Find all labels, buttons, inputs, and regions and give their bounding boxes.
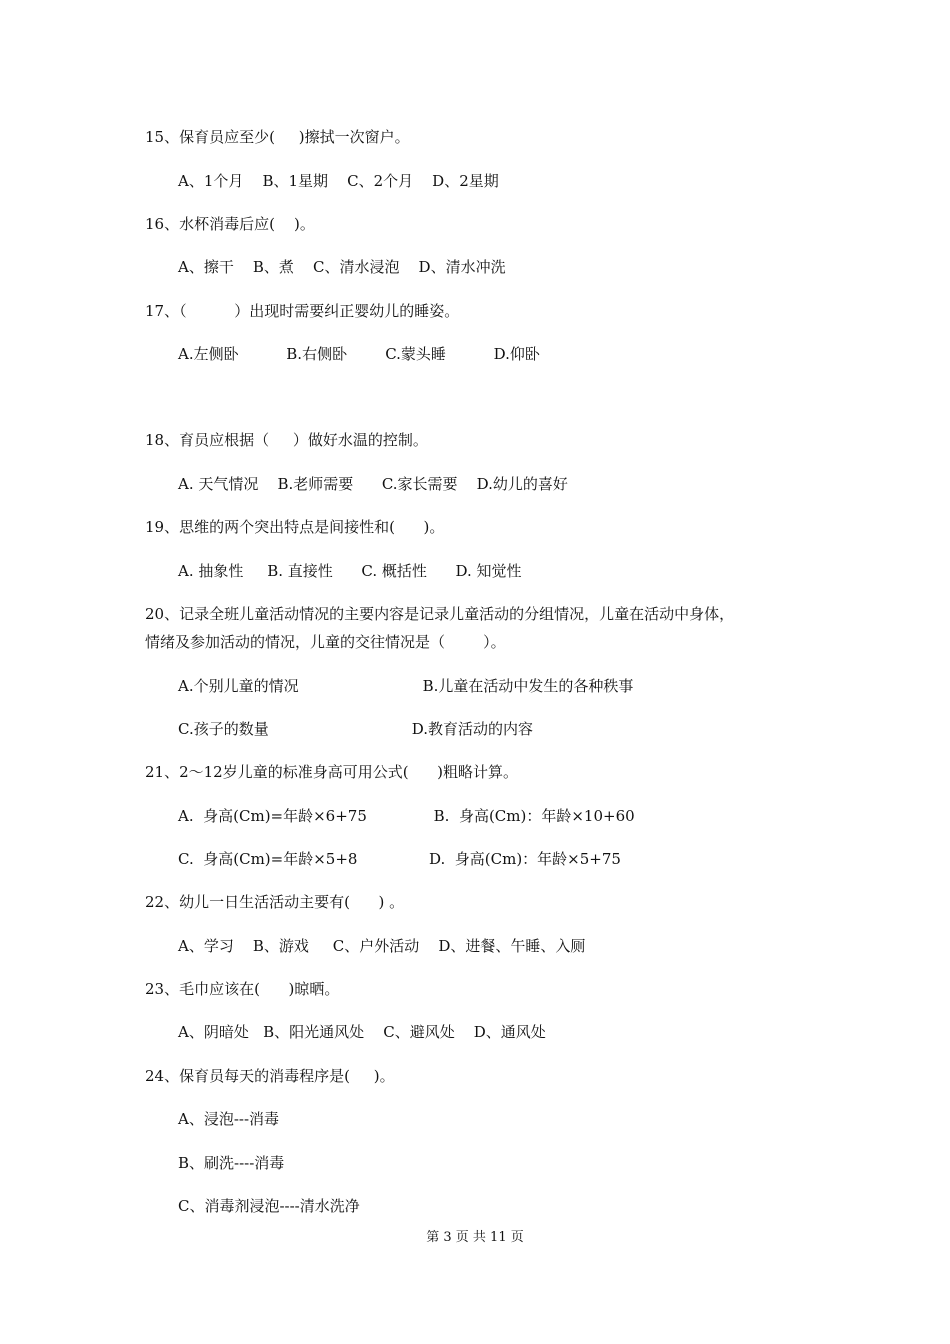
question-18-stem: 18、育员应根据（ ）做好水温的控制。: [145, 431, 428, 449]
question-15-options: A、1个月 B、1星期 C、2个月 D、2星期: [178, 172, 499, 190]
page-number-footer: 第 3 页 共 11 页: [426, 1230, 524, 1245]
question-20-stem-continued: 情绪及参加活动的情况，儿童的交往情况是（ ）。: [145, 633, 506, 651]
question-19-stem: 19、思维的两个突出特点是间接性和( )。: [145, 518, 445, 536]
question-24-option-b: B、刷洗----消毒: [178, 1154, 285, 1172]
question-16-stem: 16、水杯消毒后应( )。: [145, 215, 315, 233]
question-16-options: A、擦干 B、煮 C、清水浸泡 D、清水冲洗: [178, 258, 506, 276]
question-23-options: A、阴暗处 B、阳光通风处 C、避风处 D、通风处: [178, 1023, 546, 1041]
question-21-options-row-2: C. 身高(Cm)=年龄×5+8 D. 身高(Cm)：年龄×5+75: [178, 850, 621, 868]
question-17-options: A.左侧卧 B.右侧卧 C.蒙头睡 D.仰卧: [178, 345, 540, 363]
question-20-options-row-2: C.孩子的数量 D.教育活动的内容: [178, 720, 534, 738]
question-20-stem: 20、记录全班儿童活动情况的主要内容是记录儿童活动的分组情况，儿童在活动中身体，: [145, 605, 735, 623]
question-24-option-c: C、消毒剂浸泡----清水洗净: [178, 1197, 360, 1215]
question-24-option-a: A、浸泡---消毒: [178, 1110, 280, 1128]
question-24-stem: 24、保育员每天的消毒程序是( )。: [145, 1067, 395, 1085]
question-18-options: A. 天气情况 B.老师需要 C.家长需要 D.幼儿的喜好: [178, 475, 568, 493]
question-20-options-row-1: A.个别儿童的情况 B.儿童在活动中发生的各种秩事: [178, 677, 634, 695]
question-21-stem: 21、2～12岁儿童的标准身高可用公式( )粗略计算。: [145, 763, 519, 781]
question-23-stem: 23、毛巾应该在( )晾晒。: [145, 980, 340, 998]
question-22-stem: 22、幼儿一日生活活动主要有( ) 。: [145, 893, 405, 911]
question-15-stem: 15、保育员应至少( )擦拭一次窗户。: [145, 128, 410, 146]
question-17-stem: 17、（ ）出现时需要纠正婴幼儿的睡姿。: [145, 302, 460, 320]
question-21-options-row-1: A. 身高(Cm)=年龄×6+75 B. 身高(Cm)：年龄×10+60: [178, 807, 635, 825]
question-19-options: A. 抽象性 B. 直接性 C. 概括性 D. 知觉性: [178, 562, 522, 580]
question-22-options: A、学习 B、游戏 C、户外活动 D、进餐、午睡、入厕: [178, 937, 586, 955]
